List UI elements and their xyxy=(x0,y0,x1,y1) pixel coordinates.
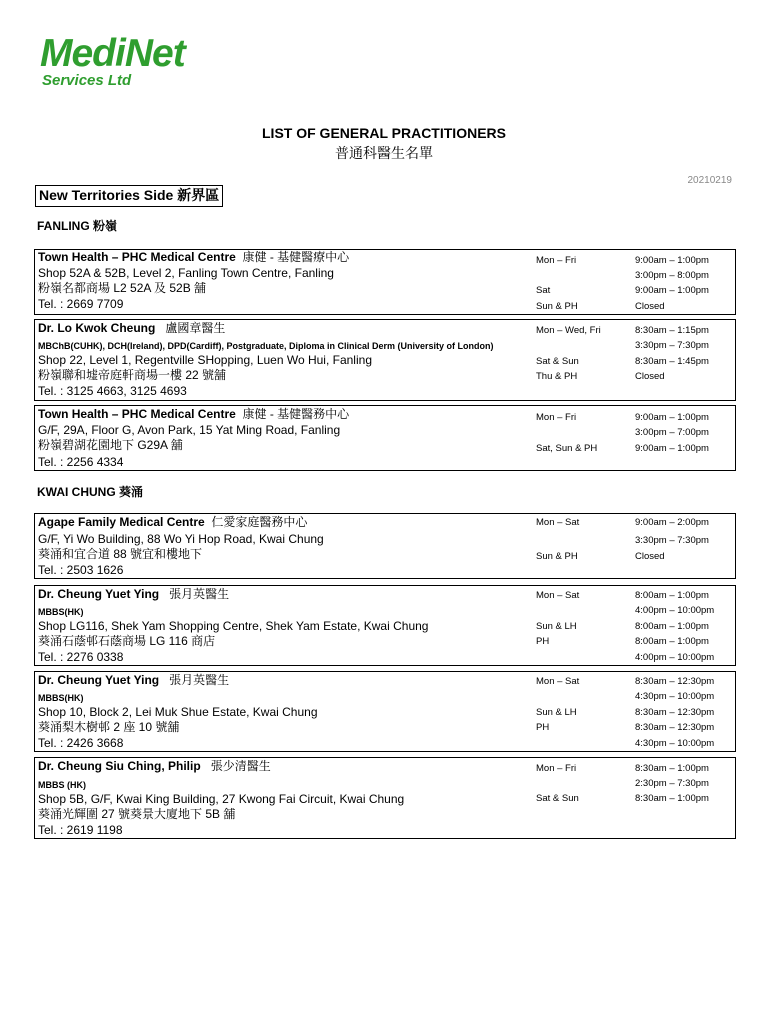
hours-time: 8:00am – 1:00pm xyxy=(635,590,709,601)
hours-day: Mon – Wed, Fri xyxy=(536,325,601,336)
area-name: FANLING xyxy=(37,219,90,233)
hours-day: Sun & PH xyxy=(536,551,578,562)
hours-time: 9:00am – 1:00pm xyxy=(635,285,709,296)
hours-time: 4:30pm – 10:00pm xyxy=(635,691,715,702)
clinic-name-en: Dr. Lo Kwok Cheung xyxy=(38,321,156,335)
clinic-phone: Tel. : 2503 1626 xyxy=(38,563,124,577)
clinic-address-zh: 葵涌和宜合道 88 號宜和樓地下 xyxy=(38,547,203,561)
medinet-logo-subtitle: Services Ltd xyxy=(42,72,132,89)
hours-day: PH xyxy=(536,636,550,647)
hours-day: Sat, Sun & PH xyxy=(536,443,598,454)
hours-day: PH xyxy=(536,722,550,733)
clinic-address-zh: 葵涌梨木樹邨 2 座 10 號舖 xyxy=(38,720,180,734)
hours-day: Sun & LH xyxy=(536,621,577,632)
clinic-name xyxy=(38,587,229,601)
clinic-name-en: Agape Family Medical Centre xyxy=(38,515,205,529)
clinic-name-zh: 張月英醫生 xyxy=(169,587,230,601)
hours-time: Closed xyxy=(635,301,665,312)
clinic-name-zh: 康健 - 基健醫務中心 xyxy=(242,407,350,421)
hours-day: Mon – Fri xyxy=(536,412,577,423)
clinic-card xyxy=(34,513,736,579)
hours-day: Sun & PH xyxy=(536,301,578,312)
clinic-name-en: Town Health – PHC Medical Centre xyxy=(38,407,236,421)
hours-time: 4:30pm – 10:00pm xyxy=(635,738,715,749)
page-subtitle: 普通科醫生名單 xyxy=(335,145,433,161)
clinic-name-zh: 盧國章醫生 xyxy=(165,321,226,335)
clinic-name-en: Dr. Cheung Siu Ching, Philip xyxy=(38,759,201,773)
clinic-phone: Tel. : 2276 0338 xyxy=(38,650,124,664)
hours-time: 3:30pm – 7:30pm xyxy=(635,535,709,546)
clinic-card xyxy=(34,585,736,666)
region-heading: New Territories Side 新界區 xyxy=(35,185,223,207)
clinic-address-zh: 粉嶺碧湖花園地下 G29A 舖 xyxy=(38,438,183,452)
hours-time: 8:30am – 12:30pm xyxy=(635,707,715,718)
hours-day: Mon – Fri xyxy=(536,255,577,266)
clinic-name-zh: 張月英醫生 xyxy=(169,673,230,687)
hours-time: 8:30am – 12:30pm xyxy=(635,722,715,733)
hours-time: 9:00am – 2:00pm xyxy=(635,517,709,528)
area-name-zh: 葵涌 xyxy=(119,485,144,499)
clinic-card xyxy=(34,671,736,752)
clinic-card xyxy=(34,757,736,839)
hours-time: 8:30am – 1:15pm xyxy=(635,325,709,336)
area-heading-fanling xyxy=(37,219,117,233)
clinic-card xyxy=(34,405,736,471)
hours-time: 4:00pm – 10:00pm xyxy=(635,652,715,663)
area-name: KWAI CHUNG xyxy=(37,485,116,499)
document-date: 20210219 xyxy=(687,175,732,186)
clinic-phone: Tel. : 2256 4334 xyxy=(38,455,124,469)
hours-day: Thu & PH xyxy=(536,371,578,382)
hours-time: 8:30am – 1:00pm xyxy=(635,763,709,774)
clinic-address: G/F, Yi Wo Building, 88 Wo Yi Hop Road, Kwai Chung xyxy=(38,532,324,546)
hours-time: 3:30pm – 7:30pm xyxy=(635,340,709,351)
hours-time: Closed xyxy=(635,551,665,562)
clinic-qualifications: MBChB(CUHK), DCH(Ireland), DPD(Cardiff), Postgraduate, Diploma in Clinical Derm (University of London) xyxy=(38,341,494,351)
clinic-address: Shop LG116, Shek Yam Shopping Centre, Shek Yam Estate, Kwai Chung xyxy=(38,619,429,633)
clinic-address: Shop 10, Block 2, Lei Muk Shue Estate, Kwai Chung xyxy=(38,705,318,719)
clinic-card xyxy=(34,249,736,315)
hours-day: Mon – Sat xyxy=(536,676,580,687)
clinic-address-zh: 葵涌石蔭邨石蔭商場 LG 116 商店 xyxy=(38,634,216,648)
clinic-name-zh: 張少清醫生 xyxy=(210,759,271,773)
clinic-name xyxy=(38,407,349,421)
hours-day: Sun & LH xyxy=(536,707,577,718)
clinic-card xyxy=(34,319,736,401)
hours-day: Sat & Sun xyxy=(536,356,579,367)
hours-day: Mon – Sat xyxy=(536,517,580,528)
hours-time: 8:00am – 1:00pm xyxy=(635,636,709,647)
clinic-qualifications: MBBS(HK) xyxy=(38,607,84,617)
hours-time: 3:00pm – 7:00pm xyxy=(635,427,709,438)
hours-time: 9:00am – 1:00pm xyxy=(635,443,709,454)
clinic-phone: Tel. : 3125 4663, 3125 4693 xyxy=(38,384,187,398)
hours-time: 9:00am – 1:00pm xyxy=(635,255,709,266)
clinic-phone: Tel. : 2426 3668 xyxy=(38,736,124,750)
clinic-name xyxy=(38,515,307,529)
hours-day: Sat & Sun xyxy=(536,793,579,804)
clinic-address: Shop 5B, G/F, Kwai King Building, 27 Kwong Fai Circuit, Kwai Chung xyxy=(38,792,405,806)
clinic-name-en: Dr. Cheung Yuet Ying xyxy=(38,587,160,601)
hours-time: 4:00pm – 10:00pm xyxy=(635,605,715,616)
clinic-phone: Tel. : 2669 7709 xyxy=(38,297,124,311)
page-title: LIST OF GENERAL PRACTITIONERS xyxy=(262,125,506,141)
hours-time: 2:30pm – 7:30pm xyxy=(635,778,709,789)
hours-day: Mon – Fri xyxy=(536,763,577,774)
clinic-qualifications: MBBS(HK) xyxy=(38,693,84,703)
area-name-zh: 粉嶺 xyxy=(93,219,118,233)
hours-time: 8:30am – 12:30pm xyxy=(635,676,715,687)
medinet-logo: MediNet xyxy=(40,32,185,75)
hours-time: 3:00pm – 8:00pm xyxy=(635,270,709,281)
clinic-address-zh: 葵涌光輝圍 27 號葵景大廈地下 5B 舖 xyxy=(38,807,236,821)
hours-day: Mon – Sat xyxy=(536,590,580,601)
clinic-address: Shop 52A & 52B, Level 2, Fanling Town Centre, Fanling xyxy=(38,266,334,280)
clinic-name xyxy=(38,759,271,773)
hours-day: Sat xyxy=(536,285,551,296)
clinic-qualifications: MBBS (HK) xyxy=(38,780,86,790)
clinic-address-zh: 粉嶺名都商場 L2 52A 及 52B 舖 xyxy=(38,281,207,295)
hours-time: 8:00am – 1:00pm xyxy=(635,621,709,632)
clinic-address-zh: 粉嶺聯和墟帝庭軒商場一樓 22 號舖 xyxy=(38,368,227,382)
clinic-name xyxy=(38,250,349,264)
area-heading-kwai-chung xyxy=(37,485,143,499)
hours-time: 8:30am – 1:45pm xyxy=(635,356,709,367)
clinic-address: Shop 22, Level 1, Regentville SHopping, Luen Wo Hui, Fanling xyxy=(38,353,372,367)
hours-time: 9:00am – 1:00pm xyxy=(635,412,709,423)
clinic-name-zh: 仁愛家庭醫務中心 xyxy=(211,515,308,529)
hours-time: 8:30am – 1:00pm xyxy=(635,793,709,804)
hours-time: Closed xyxy=(635,371,665,382)
clinic-name-en: Dr. Cheung Yuet Ying xyxy=(38,673,160,687)
clinic-name xyxy=(38,673,229,687)
clinic-name-zh: 康健 - 基健醫療中心 xyxy=(242,250,350,264)
clinic-phone: Tel. : 2619 1198 xyxy=(38,823,123,837)
clinic-name xyxy=(38,321,225,335)
clinic-address: G/F, 29A, Floor G, Avon Park, 15 Yat Ming Road, Fanling xyxy=(38,423,341,437)
clinic-name-en: Town Health – PHC Medical Centre xyxy=(38,250,236,264)
